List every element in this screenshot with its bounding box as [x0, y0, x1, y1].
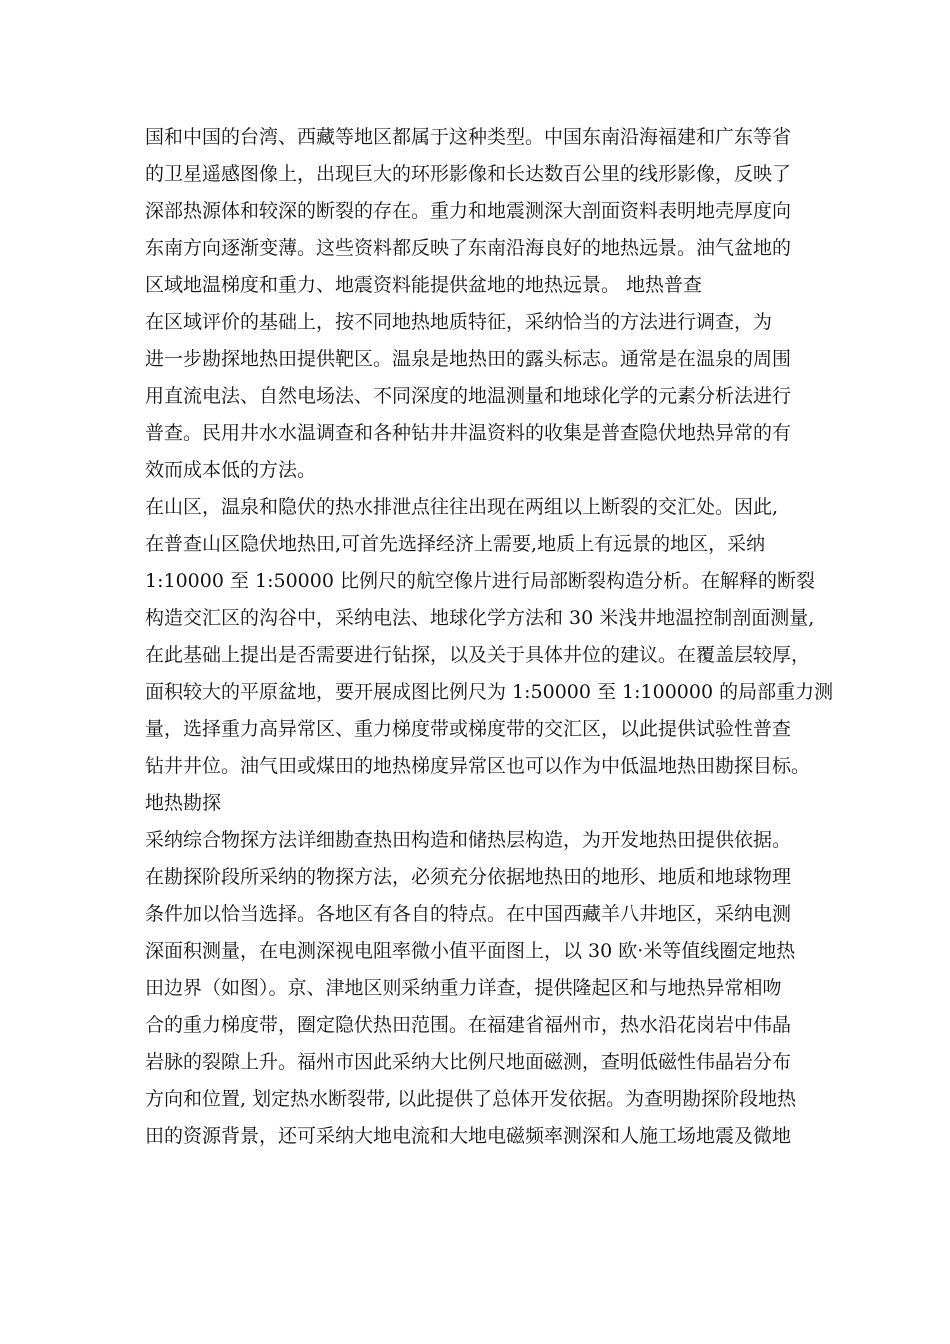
text-line: 合的重力梯度带，圈定隐伏热田范围。在福建省福州市，热水沿花岗岩中伟晶 — [145, 1014, 792, 1036]
text-line: 在山区，温泉和隐伏的热水排泄点往往出现在两组以上断裂的交汇处。因此, — [145, 496, 779, 518]
text-line: 区域地温梯度和重力、地震资料能提供盆地的地热远景。 地热普查 — [145, 274, 703, 296]
text-line: 面积较大的平原盆地，要开展成图比例尺为 1:50000 至 1:100000 的局部重力测 — [145, 681, 834, 703]
text-line: 普查。民用井水水温调查和各种钻井井温资料的收集是普查隐伏地热异常的有 — [145, 422, 792, 444]
text-line: 进一步勘探地热田提供靶区。温泉是地热田的露头标志。通常是在温泉的周围 — [145, 348, 792, 370]
text-line: 条件加以恰当选择。各地区有各自的特点。在中国西藏羊八井地区，采纳电测 — [145, 903, 792, 925]
text-line: 东南方向逐渐变薄。这些资料都反映了东南沿海良好的地热远景。油气盆地的 — [145, 237, 792, 259]
text-line: 岩脉的裂隙上升。福州市因此采纳大比例尺地面磁测，查明低磁性伟晶岩分布 — [145, 1051, 792, 1073]
text-line: 效而成本低的方法。 — [145, 459, 317, 481]
text-line: 在普查山区隐伏地热田,可首先选择经济上需要,地质上有远景的地区，采纳 — [145, 533, 766, 555]
text-line: 量，选择重力高异常区、重力梯度带或梯度带的交汇区，以此提供试验性普查 — [145, 718, 792, 740]
text-line: 深部热源体和较深的断裂的存在。重力和地震测深大剖面资料表明地壳厚度向 — [145, 200, 792, 222]
text-line: 构造交汇区的沟谷中，采纳电法、地球化学方法和 30 米浅井地温控制剖面测量, — [145, 607, 815, 629]
text-line: 在勘探阶段所采纳的物探方法，必须充分依据地热田的地形、地质和地球物理 — [145, 866, 792, 888]
text-line: 深面积测量，在电测深视电阻率微小值平面图上，以 30 欧·米等值线圈定地热 — [145, 940, 796, 962]
text-line: 用直流电法、自然电场法、不同深度的地温测量和地球化学的元素分析法进行 — [145, 385, 792, 407]
text-line: 采纳综合物探方法详细勘查热田构造和储热层构造，为开发地热田提供依据。 — [145, 829, 792, 851]
text-line: 国和中国的台湾、西藏等地区都属于这种类型。中国东南沿海福建和广东等省 — [145, 126, 792, 148]
text-line: 田边界（如图）。京、津地区则采纳重力详查，提供隆起区和与地热异常相吻 — [145, 977, 782, 999]
text-line: 田的资源背景，还可采纳大地电流和大地电磁频率测深和人施工场地震及微地 — [145, 1125, 792, 1147]
text-line: 的卫星遥感图像上，出现巨大的环形影像和长达数百公里的线形影像，反映了 — [145, 163, 792, 185]
text-line: 在此基础上提出是否需要进行钻探，以及关于具体井位的建议。在覆盖层较厚， — [145, 644, 811, 666]
section-heading: 地热勘探 — [145, 792, 222, 814]
text-line: 1:10000 至 1:50000 比例尺的航空像片进行局部断裂构造分析。在解释的断裂 — [145, 570, 815, 592]
text-line: 方向和位置, 划定热水断裂带, 以此提供了总体开发依据。为查明勘探阶段地热 — [145, 1088, 797, 1110]
text-line: 在区域评价的基础上，按不同地热地质特征，采纳恰当的方法进行调查，为 — [145, 311, 773, 333]
text-line: 钻井井位。油气田或煤田的地热梯度异常区也可以作为中低温地热田勘探目标。 — [145, 755, 811, 777]
